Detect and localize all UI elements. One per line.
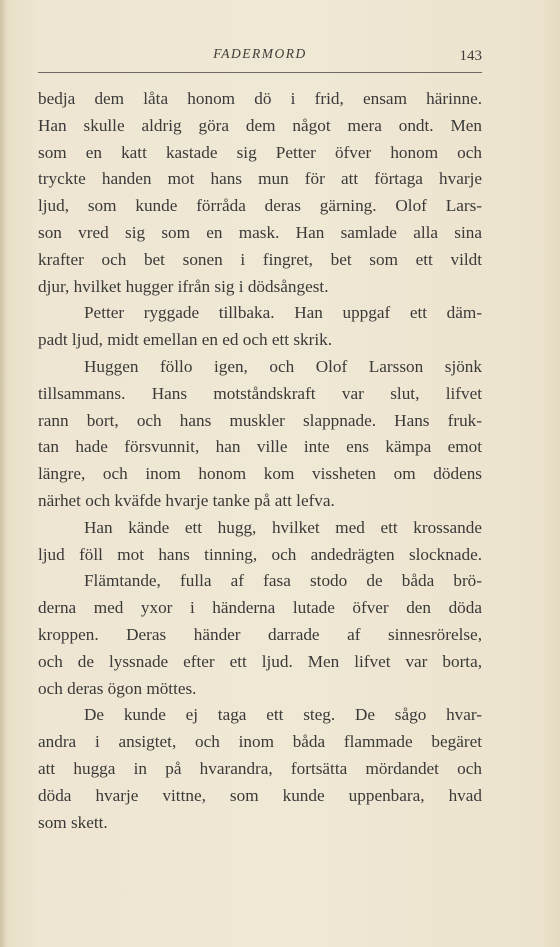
text-line: Han skulle aldrig göra dem något mera ondt. Men [38,115,482,135]
text-line: son vred sig som en mask. Han samlade alla sina [38,222,482,242]
text-line: längre, och inom honom kom vissheten om dödens [38,464,482,484]
running-header [38,46,482,70]
text-line: och de lyssnade efter ett ljud. Men lifvet var borta, [38,651,482,671]
text-line: tryckte handen mot hans mun för att förtaga hvarje [38,169,482,189]
text-line: kroppen. Deras händer darrade af sinnesrörelse, [38,624,482,644]
text-line: och deras ögon möttes. [38,678,197,698]
text-line: rann bort, och hans muskler slappnade. Hans fruk- [38,410,482,430]
text-line: djur, hvilket hugger ifrån sig i dödsångest. [38,276,329,296]
text-line: derna med yxor i händerna lutade öfver den döda [38,598,482,618]
text-line: tillsammans. Hans motståndskraft var slut, lifvet [38,383,482,403]
text-line: Petter ryggade tillbaka. Han uppgaf ett däm- [84,303,482,323]
text-line: att hugga in på hvarandra, fortsätta mördandet och [38,758,482,778]
text-line: padt ljud, midt emellan en ed och ett skrik. [38,330,333,350]
text-line: andra i ansigtet, och inom båda flammade begäret [38,732,482,752]
text-line: som en katt kastade sig Petter öfver honom och [38,142,482,162]
text-line: krafter och bet sonen i fingret, bet som ett vildt [38,249,482,269]
text-line: Huggen föllo igen, och Olof Larsson sjönk [84,356,482,376]
text-line: Han kände ett hugg, hvilket med ett krossande [84,517,482,537]
text-line: ljud föll mot hans tinning, och andedrägten slocknade. [38,544,482,564]
running-title: FADERMORD [213,46,307,61]
text-line: som skett. [38,812,108,832]
text-line: tan hade försvunnit, han ville inte ens kämpa emot [38,437,482,457]
text-line: bedja dem låta honom dö i frid, ensam härinne. [38,89,482,108]
body-text [38,86,482,836]
page-number: 143 [459,48,482,64]
text-line: Flämtande, fulla af fasa stodo de båda brö- [84,571,482,591]
text-line: närhet och kväfde hvarje tanke på att lefva. [38,490,335,510]
header-rule [38,72,482,73]
text-line: ljud, som kunde förråda deras gärning. Olof Lars- [38,196,482,216]
text-line: De kunde ej taga ett steg. De sågo hvar- [84,705,482,725]
text-line: döda hvarje vittne, som kunde uppenbara, hvad [38,785,482,805]
